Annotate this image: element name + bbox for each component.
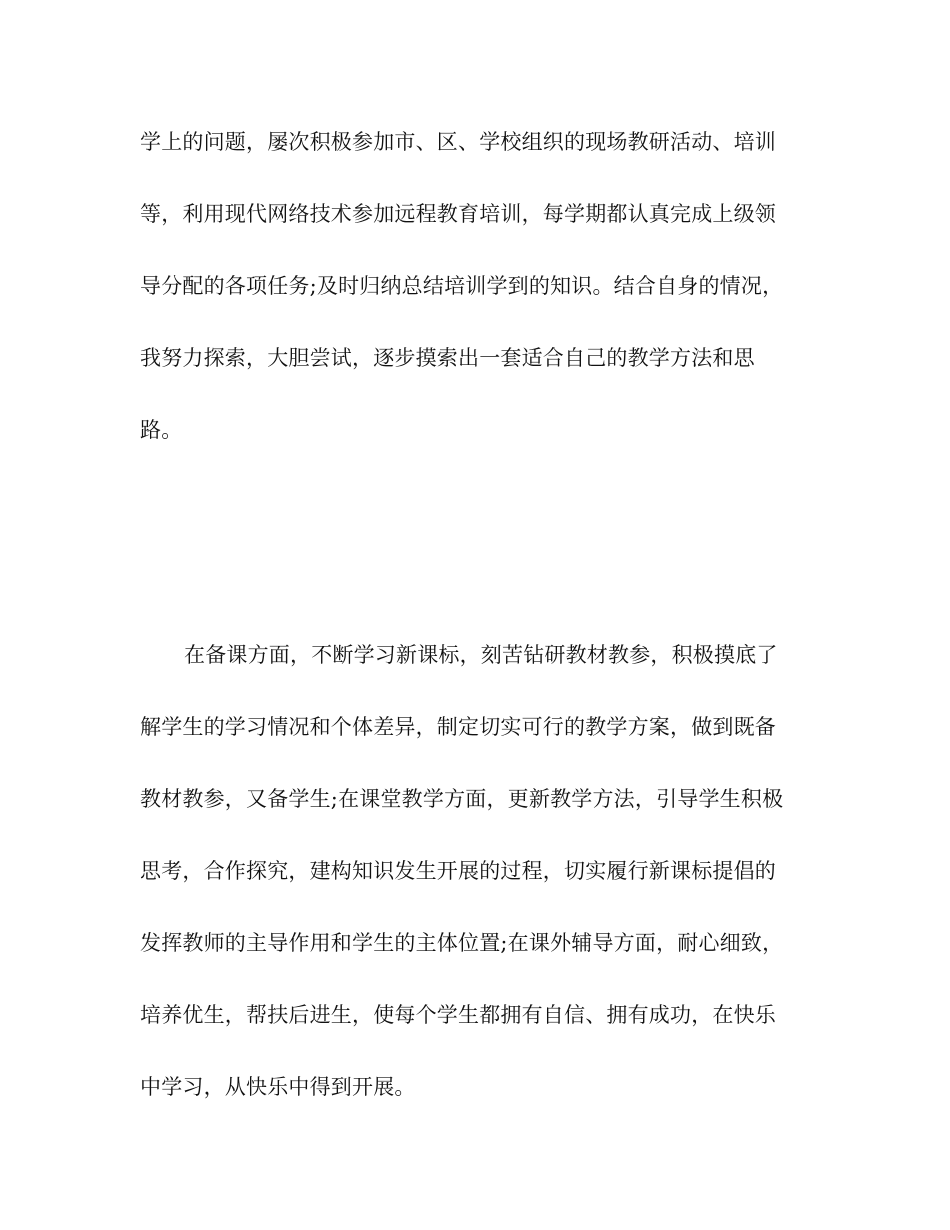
paragraph-line: 等，利用现代网络技术参加远程教育培训，每学期都认真完成上级领 — [140, 202, 776, 226]
paragraph-line: 学上的问题，屡次积极参加市、区、学校组织的现场教研活动、培训 — [140, 130, 776, 154]
paragraph-2 — [140, 639, 820, 1143]
paragraph-line: 培养优生，帮扶后进生，使每个学生都拥有自信、拥有成功，在快乐 — [140, 1003, 776, 1027]
paragraph-line: 导分配的各项任务;及时归纳总结培训学到的知识。结合自身的情况， — [140, 274, 784, 298]
paragraph-line: 解学生的学习情况和个体差异，制定切实可行的教学方案，做到既备 — [140, 715, 776, 739]
paragraph-line: 教材教参，又备学生;在课堂教学方面，更新教学方法，引导学生积极 — [140, 787, 784, 811]
paragraph-line: 我努力探索，大胆尝试，逐步摸索出一套适合自己的教学方法和思 — [140, 346, 755, 370]
paragraph-line: 中学习，从快乐中得到开展。 — [140, 1075, 416, 1099]
paragraph-1 — [140, 126, 820, 486]
paragraph-line: 思考，合作探究，建构知识发生开展的过程，切实履行新课标提倡的 — [140, 859, 776, 883]
paragraph-line: 发挥教师的主导作用和学生的主体位置;在课外辅导方面，耐心细致， — [140, 931, 784, 955]
paragraph-line: 路。 — [140, 418, 183, 442]
paragraph-line: 在备课方面，不断学习新课标，刻苦钻研教材教参，积极摸底了 — [184, 643, 778, 667]
